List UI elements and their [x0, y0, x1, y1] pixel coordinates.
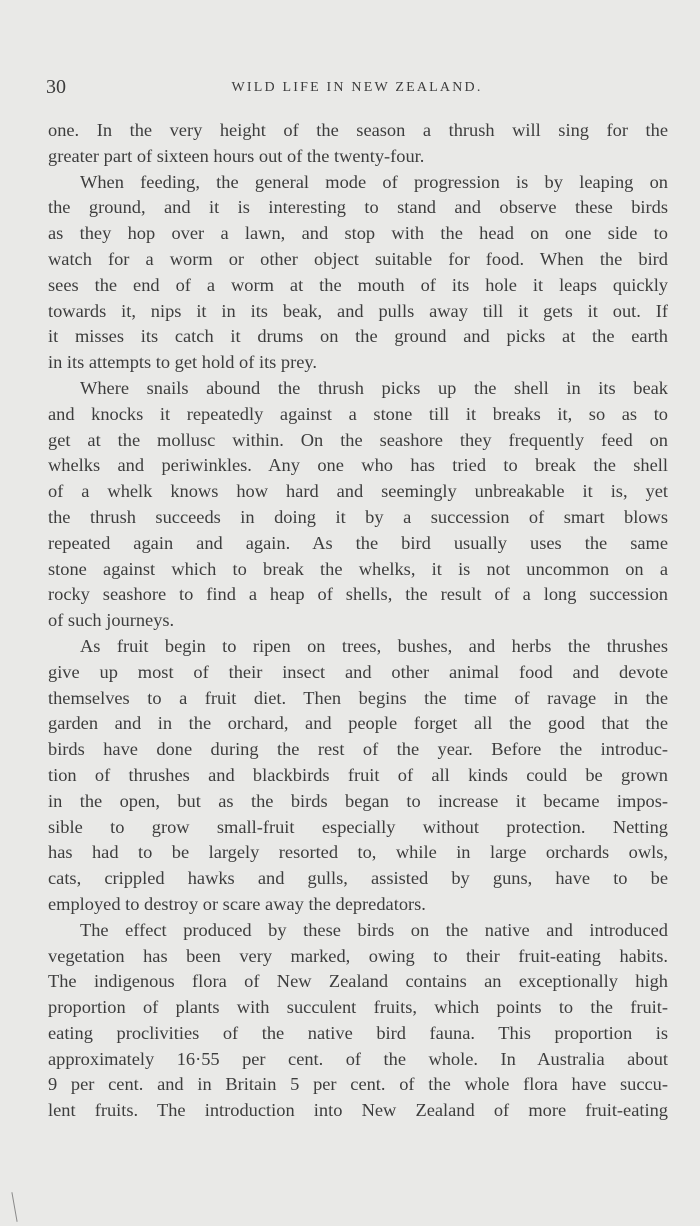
text-line: one. In the very height of the season a thrush will sing for the	[48, 120, 668, 140]
text-line: rocky seashore to find a heap of shells, the result of a long succession	[48, 584, 668, 605]
text-line: sees the end of a worm at the mouth of its hole it leaps quickly	[48, 274, 668, 295]
text-line: stone against which to break the whelks, it is not uncommon on a	[48, 558, 668, 579]
text-line: tion of thrushes and blackbirds fruit of all kinds could be grown	[48, 764, 668, 785]
text-line: in its attempts to get hold of its prey.	[48, 352, 318, 373]
text-line: As fruit begin to ripen on trees, bushes, and herbs the thrushes	[80, 635, 668, 656]
body-text	[48, 118, 668, 1124]
text-line: Where snails abound the thrush picks up the shell in its beak	[80, 377, 668, 398]
text-line: 9 per cent. and in Britain 5 per cent. of the whole flora have succu-	[48, 1074, 668, 1095]
page-number: 30	[46, 76, 66, 98]
text-line: in the open, but as the birds began to increase it became impos-	[48, 790, 668, 811]
text-line: vegetation has been very marked, owing to their fruit-eating habits.	[48, 945, 668, 966]
text-line: The effect produced by these birds on the native and introduced	[80, 919, 668, 940]
text-line: whelks and periwinkles. Any one who has tried to break the shell	[48, 455, 668, 476]
text-line: eating proclivities of the native bird fauna. This proportion is	[48, 1022, 668, 1043]
text-line: the thrush succeeds in doing it by a succession of smart blows	[48, 506, 668, 527]
text-line: When feeding, the general mode of progression is by leaping on	[80, 171, 668, 192]
text-line: greater part of sixteen hours out of the twenty-four.	[48, 145, 425, 166]
margin-mark	[11, 1192, 17, 1222]
text-line: proportion of plants with succulent fruits, which points to the fruit-	[48, 997, 668, 1018]
text-line: give up most of their insect and other animal food and devote	[48, 661, 668, 682]
text-line: of such journeys.	[48, 610, 175, 631]
text-line: and knocks it repeatedly against a stone till it breaks it, so as to	[48, 403, 668, 424]
text-line: themselves to a fruit diet. Then begins the time of ravage in the	[48, 687, 668, 708]
text-line: it misses its catch it drums on the ground and picks at the earth	[48, 326, 668, 347]
text-line: The indigenous flora of New Zealand contains an exceptionally high	[48, 971, 668, 992]
text-line: approximately 16·55 per cent. of the whole. In Australia about	[48, 1048, 668, 1069]
text-line: repeated again and again. As the bird usually uses the same	[48, 532, 668, 553]
text-line: cats, crippled hawks and gulls, assisted by guns, have to be	[48, 868, 668, 889]
page-header	[46, 76, 668, 100]
text-line: towards it, nips it in its beak, and pulls away till it gets it out. If	[48, 300, 668, 321]
text-line: watch for a worm or other object suitable for food. When the bird	[48, 248, 668, 269]
text-line: the ground, and it is interesting to stand and observe these birds	[48, 197, 668, 218]
text-line: get at the mollusc within. On the seashore they frequently feed on	[48, 429, 668, 450]
running-title: WILD LIFE IN NEW ZEALAND.	[231, 80, 483, 95]
text-line: sible to grow small-fruit especially without protection. Netting	[48, 816, 668, 837]
text-line: employed to destroy or scare away the depredators.	[48, 893, 426, 914]
text-line: garden and in the orchard, and people forget all the good that the	[48, 713, 668, 734]
text-line: birds have done during the rest of the year. Before the introduc-	[48, 739, 668, 760]
text-line: has had to be largely resorted to, while in large orchards owls,	[48, 842, 668, 863]
text-line: lent fruits. The introduction into New Zealand of more fruit-eating	[48, 1100, 668, 1121]
text-line: of a whelk knows how hard and seemingly unbreakable it is, yet	[48, 481, 668, 502]
text-line: as they hop over a lawn, and stop with the head on one side to	[48, 223, 668, 244]
